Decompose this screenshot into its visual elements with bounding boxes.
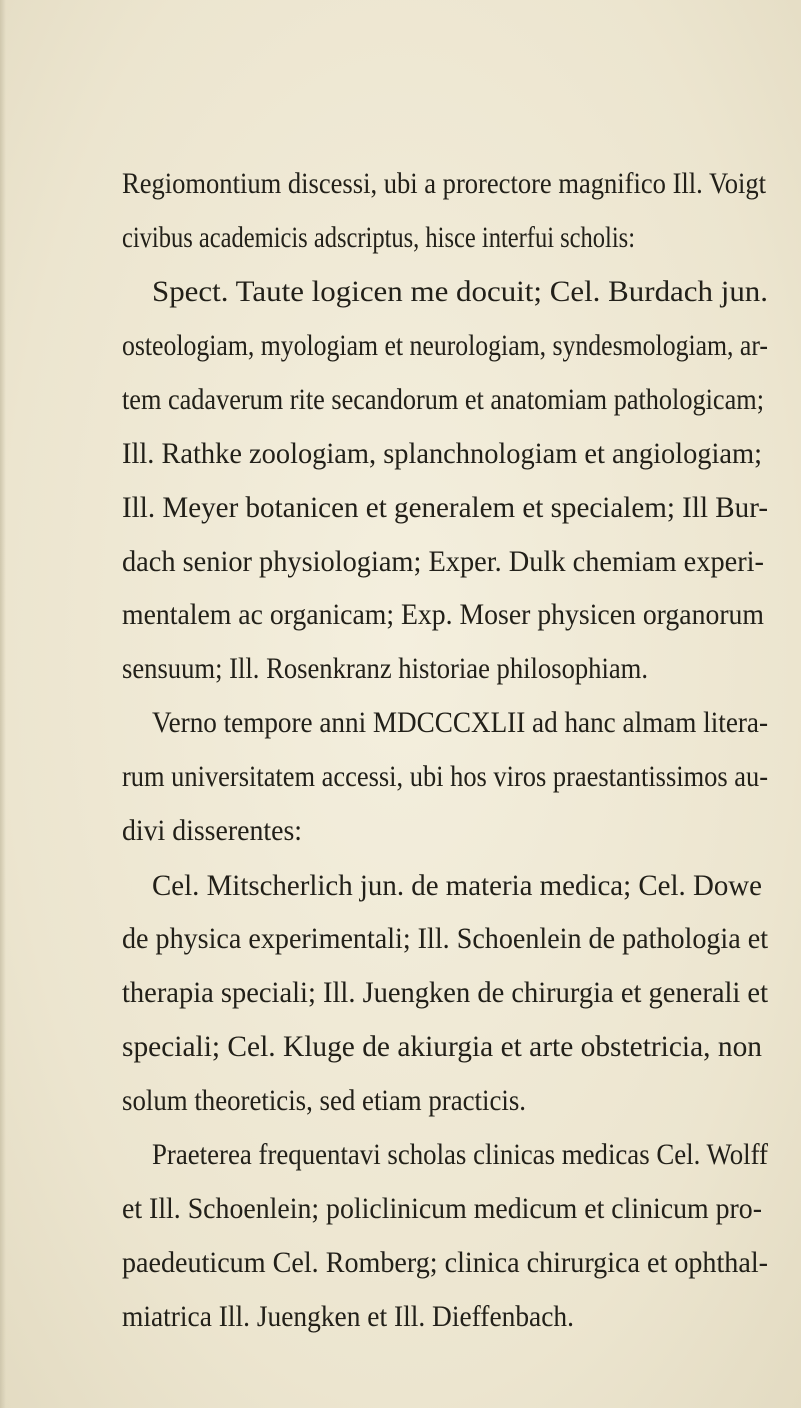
text-line [0,1018,801,1076]
text-line [0,640,801,698]
text-line-content: therapia speciali; Ill. Juengken de chirurgia et generali et [122,976,768,1009]
text-line-content: de physica experimentali; Ill. Schoenlein de pathologia et [122,922,768,955]
text-line-content: sensuum; Ill. Rosenkranz historiae philosophiam. [122,652,648,685]
text-line [0,371,801,429]
text-line [0,910,801,968]
text-line [0,1288,801,1346]
text-line-content: miatrica Ill. Juengken et Ill. Dieffenbach. [122,1300,574,1333]
text-line [0,155,801,213]
text-line [0,857,801,915]
text-line [0,802,801,860]
text-line [0,533,801,591]
text-line-content: et Ill. Schoenlein; policlinicum medicum et clinicum pro- [122,1192,762,1225]
text-line [0,964,801,1022]
text-line [0,748,801,806]
text-line [0,209,801,267]
text-line [0,479,801,537]
text-line [0,263,801,321]
text-line-content: Verno tempore anni MDCCCXLII ad hanc almam litera- [152,706,768,739]
text-line [0,694,801,752]
text-line [0,1180,801,1238]
text-line-content: speciali; Cel. Kluge de akiurgia et arte obstetricia, non [122,1030,762,1063]
text-line-content: Praeterea frequentavi scholas clinicas medicas Cel. Wolff [152,1138,768,1171]
text-line-content: dach senior physiologiam; Exper. Dulk chemiam experi- [122,545,764,578]
text-line-content: osteologiam, myologiam et neurologiam, syndesmologiam, ar- [122,329,768,362]
text-line-content: Ill. Rathke zoologiam, splanchnologiam et angiologiam; [122,437,762,470]
text-line [0,586,801,644]
text-line [0,1072,801,1130]
text-line-content: rum universitatem accessi, ubi hos viros praestantissimos au- [122,760,768,793]
text-line [0,1234,801,1292]
text-line-content: paedeuticum Cel. Romberg; clinica chirurgica et ophthal- [122,1246,768,1279]
text-line-content: Spect. Taute logicen me docuit; Cel. Burdach jun. [152,275,768,308]
text-line-content: Regiomontium discessi, ubi a prorectore magnifico Ill. Voigt [122,167,766,200]
text-line-content: Cel. Mitscherlich jun. de materia medica; Cel. Dowe [152,869,762,902]
text-line [0,1126,801,1184]
text-line-content: Ill. Meyer botanicen et generalem et specialem; Ill Bur- [122,491,768,524]
text-line [0,317,801,375]
text-line-content: divi disserentes: [122,814,302,847]
text-line-content: solum theoreticis, sed etiam practicis. [122,1084,526,1117]
text-line-content: civibus academicis adscriptus, hisce interfui scholis: [122,221,635,254]
text-line-content: mentalem ac organicam; Exp. Moser physicen organorum [122,598,764,631]
text-line [0,425,801,483]
text-line-content: tem cadaverum rite secandorum et anatomiam pathologicam; [122,383,764,416]
